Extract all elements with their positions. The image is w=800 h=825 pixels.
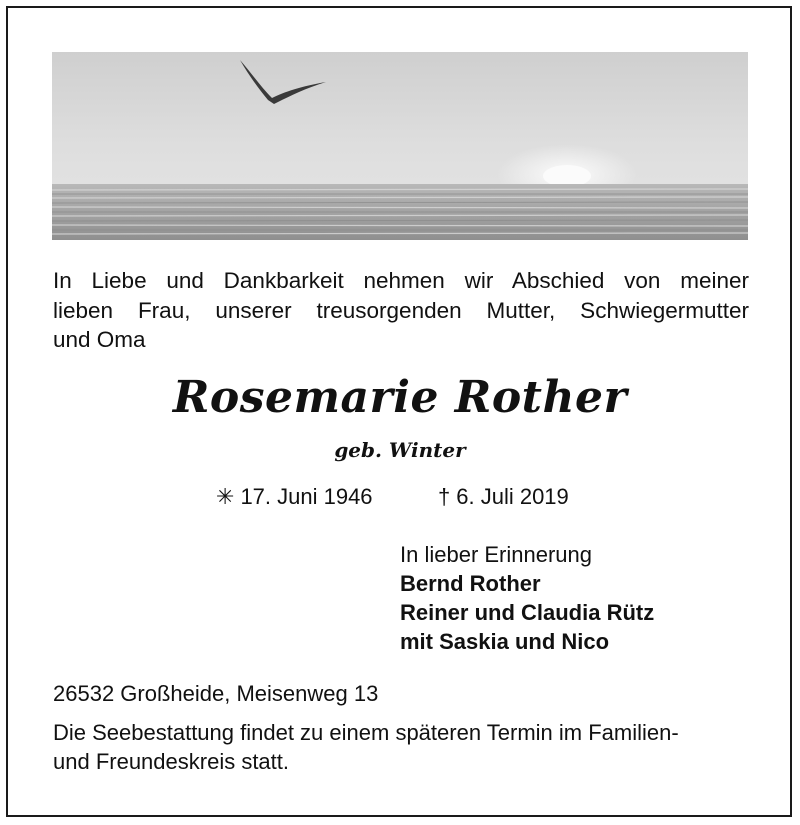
signature-name-1: Bernd Rother [400, 571, 541, 596]
address: 26532 Großheide, Meisenweg 13 [53, 681, 379, 706]
birth-date-text: 17. Juni 1946 [240, 484, 373, 509]
note-line-1: Die Seebestattung findet zu einem späteren Termin im Familien- [53, 720, 679, 745]
cross-icon: † [438, 484, 451, 509]
signature-intro: In lieber Erinnerung [400, 542, 593, 567]
sun [543, 165, 591, 187]
birth-date [216, 484, 373, 510]
signature-name-3: mit Saskia und Nico [400, 629, 610, 654]
birth-star-icon: ✳ [216, 484, 235, 509]
death-date [438, 484, 569, 510]
signature-block [400, 540, 654, 656]
intro-line-3: und Oma [53, 327, 146, 352]
note-line-2: und Freundeskreis statt. [53, 749, 290, 774]
deceased-name: Rosemarie Rother [172, 372, 628, 423]
intro-text [53, 266, 749, 355]
death-date-text: 6. Juli 2019 [456, 484, 569, 509]
maiden-name: geb. Winter [334, 438, 466, 462]
intro-line-1: In Liebe und Dankbarkeit nehmen wir Abschied von meiner [53, 268, 749, 293]
intro-line-2: lieben Frau, unserer treusorgenden Mutter, Schwiegermutter [53, 297, 749, 323]
signature-name-2: Reiner und Claudia Rütz [400, 600, 655, 625]
burial-note [53, 718, 753, 776]
sea-sunset-photo [52, 52, 748, 240]
